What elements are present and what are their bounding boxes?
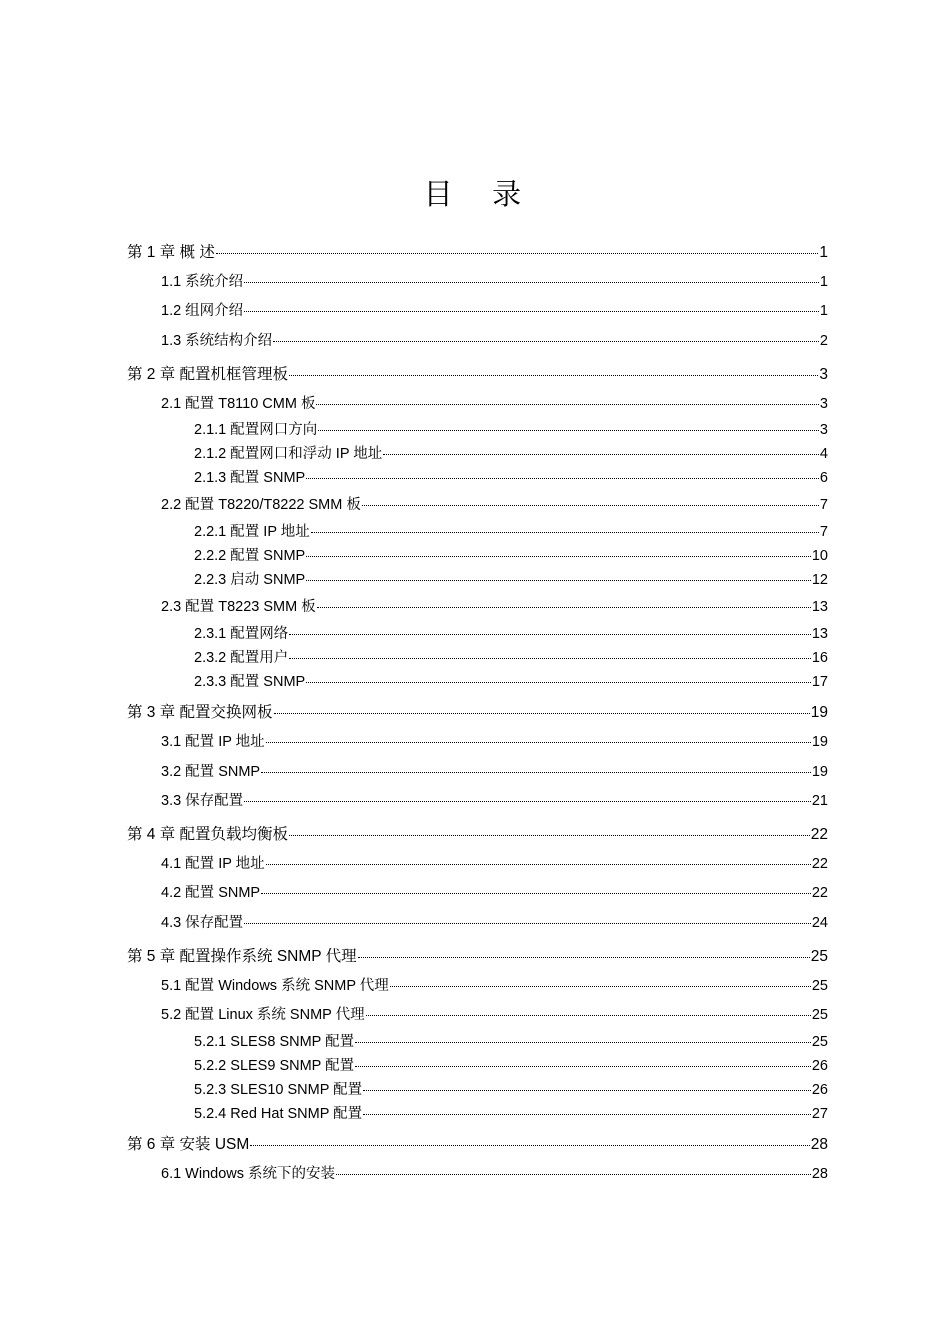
toc-section-entry[interactable]	[161, 392, 828, 413]
dot-leader	[355, 1066, 811, 1067]
toc-subsection-entry[interactable]	[194, 418, 828, 439]
toc-subsection-entry[interactable]	[194, 622, 828, 643]
toc-entry-label: 2.3.3 配置 SNMP	[194, 674, 306, 690]
toc-chapter-entry[interactable]	[127, 822, 828, 844]
dot-leader	[244, 923, 811, 924]
toc-page-number: 19	[811, 764, 828, 780]
dot-leader	[363, 1090, 811, 1091]
dot-leader	[289, 658, 811, 659]
toc-entry-label: 6.1 Windows 系统下的安装	[161, 1166, 336, 1182]
dot-leader	[250, 1145, 809, 1146]
toc-section-entry[interactable]	[161, 299, 828, 320]
toc-chapter-entry[interactable]	[127, 1132, 828, 1154]
toc-entry-label: 2.1.2 配置网口和浮动 IP 地址	[194, 446, 383, 462]
toc-section-entry[interactable]	[161, 493, 828, 514]
toc-subsection-entry[interactable]	[194, 1030, 828, 1051]
dot-leader	[358, 957, 810, 958]
toc-section-entry[interactable]	[161, 852, 828, 873]
page-title: 目 录	[423, 177, 527, 211]
toc-page-number: 25	[811, 1034, 828, 1050]
toc-entry-label: 5.2.1 SLES8 SNMP 配置	[194, 1034, 355, 1050]
toc-section-entry[interactable]	[161, 1003, 828, 1024]
toc-section-entry[interactable]	[161, 595, 828, 616]
toc-section-entry[interactable]	[161, 974, 828, 995]
toc-entry-label: 4.2 配置 SNMP	[161, 885, 261, 901]
toc-page-number: 2	[819, 333, 828, 349]
toc-subsection-entry[interactable]	[194, 520, 828, 541]
dot-leader	[261, 893, 811, 894]
toc-entry-label: 第 6 章 安装 USM	[127, 1136, 250, 1153]
dot-leader	[244, 282, 819, 283]
toc-subsection-entry[interactable]	[194, 466, 828, 487]
toc-section-entry[interactable]	[161, 270, 828, 291]
toc-entry-label: 5.1 配置 Windows 系统 SNMP 代理	[161, 978, 389, 994]
dot-leader	[363, 1114, 811, 1115]
toc-subsection-entry[interactable]	[194, 442, 828, 463]
toc-chapter-entry[interactable]	[127, 362, 828, 384]
toc-entry-label: 2.2.1 配置 IP 地址	[194, 524, 310, 540]
toc-page-number: 17	[811, 674, 828, 690]
toc-page-number: 25	[810, 948, 828, 965]
toc-page-number: 7	[819, 524, 828, 540]
dot-leader	[266, 742, 811, 743]
toc-entry-label: 5.2.4 Red Hat SNMP 配置	[194, 1106, 363, 1122]
toc-subsection-entry[interactable]	[194, 1078, 828, 1099]
toc-page-number: 3	[819, 422, 828, 438]
dot-leader	[306, 682, 811, 683]
toc-entry-label: 4.3 保存配置	[161, 915, 244, 931]
toc-page-number: 1	[819, 303, 828, 319]
dot-leader	[306, 478, 819, 479]
dot-leader	[244, 801, 811, 802]
toc-subsection-entry[interactable]	[194, 544, 828, 565]
toc-page-number: 3	[819, 366, 828, 383]
dot-leader	[390, 986, 811, 987]
dot-leader	[317, 607, 811, 608]
toc-page-number: 25	[811, 978, 828, 994]
toc-subsection-entry[interactable]	[194, 1054, 828, 1075]
toc-entry-label: 2.3.2 配置用户	[194, 650, 289, 666]
dot-leader	[362, 505, 819, 506]
toc-entry-label: 第 5 章 配置操作系统 SNMP 代理	[127, 948, 357, 965]
toc-page-number: 24	[811, 915, 828, 931]
toc-chapter-entry[interactable]	[127, 240, 828, 262]
toc-page-number: 19	[810, 704, 828, 721]
dot-leader	[289, 634, 811, 635]
toc-entry-label: 2.3 配置 T8223 SMM 板	[161, 599, 316, 615]
toc-entry-label: 第 1 章 概 述	[127, 244, 215, 261]
dot-leader	[311, 532, 819, 533]
toc-page-number: 10	[811, 548, 828, 564]
toc-page-number: 16	[811, 650, 828, 666]
toc-page-number: 26	[811, 1082, 828, 1098]
toc-page-number: 13	[811, 599, 828, 615]
toc-page-number: 28	[810, 1136, 828, 1153]
toc-entry-label: 2.1 配置 T8110 CMM 板	[161, 396, 316, 412]
dot-leader	[266, 864, 811, 865]
toc-page-number: 6	[819, 470, 828, 486]
toc-subsection-entry[interactable]	[194, 1102, 828, 1123]
toc-page-number: 12	[811, 572, 828, 588]
toc-section-entry[interactable]	[161, 760, 828, 781]
toc-page-number: 28	[811, 1166, 828, 1182]
dot-leader	[366, 1015, 811, 1016]
toc-page-number: 27	[811, 1106, 828, 1122]
dot-leader	[316, 404, 818, 405]
toc-page-number: 4	[819, 446, 828, 462]
toc-entry-label: 2.1.1 配置网口方向	[194, 422, 318, 438]
toc-section-entry[interactable]	[161, 881, 828, 902]
dot-leader	[336, 1174, 811, 1175]
dot-leader	[273, 341, 819, 342]
toc-entry-label: 第 4 章 配置负载均衡板	[127, 826, 289, 843]
toc-page-number: 21	[811, 793, 828, 809]
toc-page-number: 25	[811, 1007, 828, 1023]
toc-subsection-entry[interactable]	[194, 670, 828, 691]
dot-leader	[289, 375, 818, 376]
toc-page-number: 1	[819, 244, 828, 261]
toc-subsection-entry[interactable]	[194, 568, 828, 589]
dot-leader	[274, 713, 810, 714]
toc-chapter-entry[interactable]	[127, 944, 828, 966]
toc-subsection-entry[interactable]	[194, 646, 828, 667]
toc-page-number: 3	[819, 396, 828, 412]
toc-entry-label: 3.3 保存配置	[161, 793, 244, 809]
dot-leader	[306, 580, 811, 581]
toc-entry-label: 5.2.2 SLES9 SNMP 配置	[194, 1058, 355, 1074]
toc-page-number: 26	[811, 1058, 828, 1074]
toc-entry-label: 2.2.2 配置 SNMP	[194, 548, 306, 564]
toc-page-number: 1	[819, 274, 828, 290]
toc-entry-label: 2.1.3 配置 SNMP	[194, 470, 306, 486]
dot-leader	[355, 1042, 811, 1043]
toc-entry-label: 3.2 配置 SNMP	[161, 764, 261, 780]
toc-entry-label: 3.1 配置 IP 地址	[161, 734, 265, 750]
toc-entry-label: 1.2 组网介绍	[161, 303, 244, 319]
toc-entry-label: 2.3.1 配置网络	[194, 626, 289, 642]
toc-section-entry[interactable]	[161, 789, 828, 810]
toc-page-number: 22	[810, 826, 828, 843]
toc-page-number: 13	[811, 626, 828, 642]
toc-page-number: 19	[811, 734, 828, 750]
dot-leader	[216, 253, 819, 254]
toc-entry-label: 1.1 系统介绍	[161, 274, 244, 290]
toc-entry-label: 5.2.3 SLES10 SNMP 配置	[194, 1082, 363, 1098]
toc-section-entry[interactable]	[161, 1162, 828, 1183]
toc-section-entry[interactable]	[161, 911, 828, 932]
toc-page-number: 22	[811, 856, 828, 872]
toc-entry-label: 5.2 配置 Linux 系统 SNMP 代理	[161, 1007, 365, 1023]
toc-entry-label: 第 2 章 配置机框管理板	[127, 366, 289, 383]
toc-chapter-entry[interactable]	[127, 700, 828, 722]
dot-leader	[244, 311, 819, 312]
dot-leader	[306, 556, 811, 557]
dot-leader	[318, 430, 819, 431]
toc-entry-label: 4.1 配置 IP 地址	[161, 856, 265, 872]
toc-section-entry[interactable]	[161, 329, 828, 350]
dot-leader	[289, 835, 810, 836]
toc-section-entry[interactable]	[161, 730, 828, 751]
toc-entry-label: 第 3 章 配置交换网板	[127, 704, 273, 721]
toc-page-number: 7	[819, 497, 828, 513]
toc-page-number: 22	[811, 885, 828, 901]
toc-entry-label: 1.3 系统结构介绍	[161, 333, 273, 349]
dot-leader	[261, 772, 811, 773]
toc-entry-label: 2.2.3 启动 SNMP	[194, 572, 306, 588]
toc-entry-label: 2.2 配置 T8220/T8222 SMM 板	[161, 497, 361, 513]
dot-leader	[383, 454, 819, 455]
